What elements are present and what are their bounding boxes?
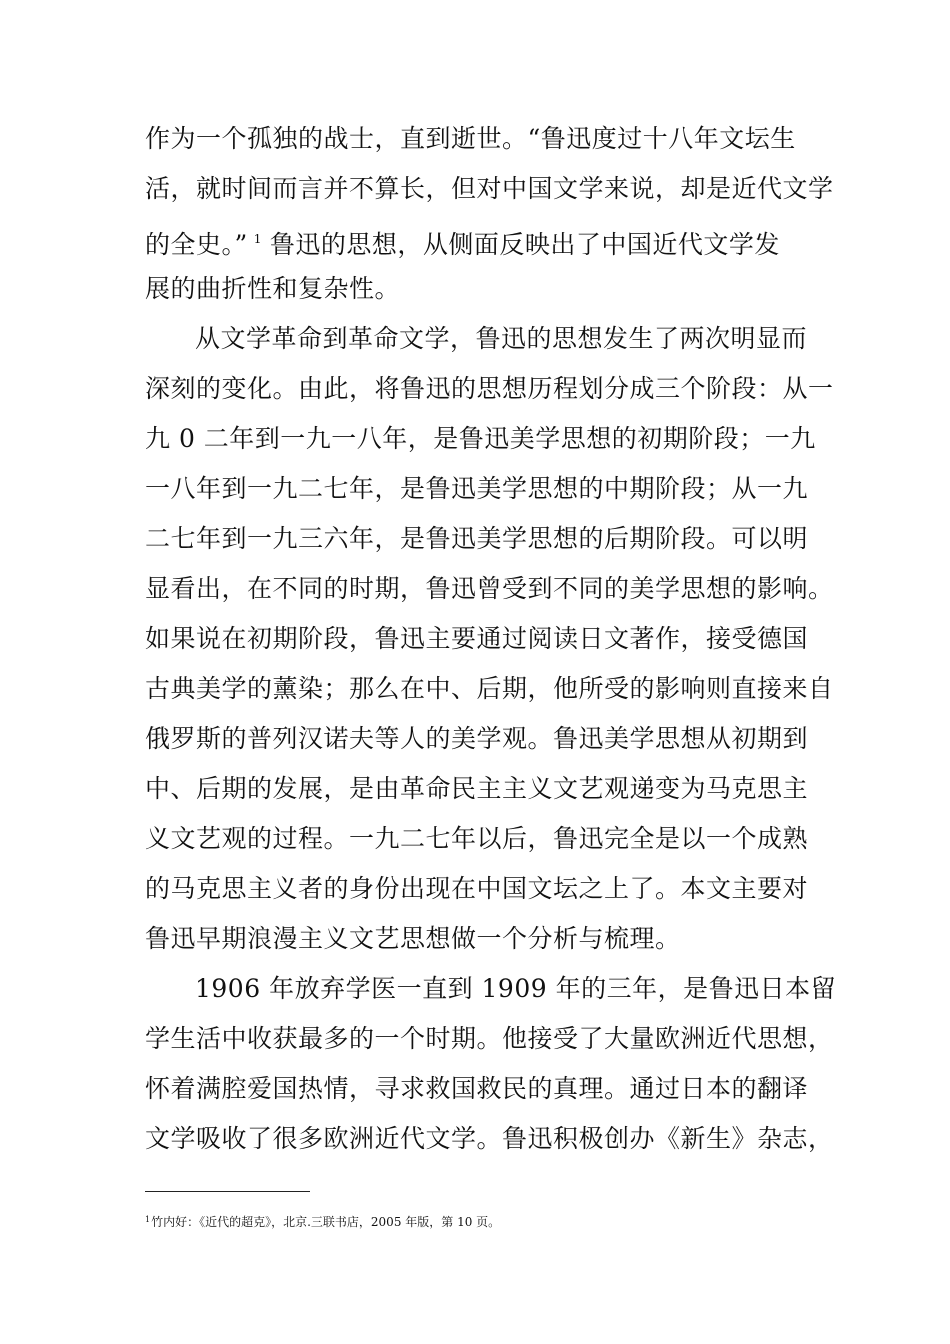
body-text-line: 义文艺观的过程。一九二七年以后，鲁迅完全是以一个成熟 (145, 824, 809, 853)
footnote-text: 竹内好：《近代的超克》，北京.三联书店，2005 年版，第 10 页。 (151, 1215, 501, 1229)
body-text-line: 古典美学的薰染；那么在中、后期，他所受的影响则直接来自 (145, 674, 834, 703)
body-text-line: 鲁迅早期浪漫主义文艺思想做一个分析与梳理。 (145, 924, 681, 953)
body-text-line: 学生活中收获最多的一个时期。他接受了大量欧洲近代思想， (145, 1024, 834, 1053)
body-text-line: 怀着满腔爱国热情，寻求救国救民的真理。通过日本的翻译 (145, 1074, 809, 1103)
body-text-line: 展的曲折性和复杂性。 (145, 274, 401, 303)
body-text-segment: 鲁迅的思想，从侧面反映出了中国近代文学发 (269, 230, 780, 259)
body-text-line: 显看出，在不同的时期，鲁迅曾受到不同的美学思想的影响。 (145, 574, 834, 603)
body-text-line (145, 224, 780, 260)
body-text-line: 中、后期的发展，是由革命民主主义文艺观递变为马克思主 (145, 774, 809, 803)
body-text-line: 的马克思主义者的身份出现在中国文坛之上了。本文主要对 (145, 874, 809, 903)
footnote-separator (145, 1191, 310, 1192)
body-text-line: 二七年到一九三六年，是鲁迅美学思想的后期阶段。可以明 (145, 524, 809, 553)
body-text-line: 作为一个孤独的战士，直到逝世。“鲁迅度过十八年文坛生 (145, 124, 796, 153)
footnote-reference-mark[interactable]: 1 (253, 232, 262, 246)
body-text-line: 活，就时间而言并不算长，但对中国文学来说，却是近代文学 (145, 174, 834, 203)
body-text-line: 文学吸收了很多欧洲近代文学。鲁迅积极创办《新生》杂志， (145, 1124, 834, 1153)
body-text-line: 深刻的变化。由此，将鲁迅的思想历程划分成三个阶段：从一 (145, 374, 834, 403)
footnote-mark: 1 (145, 1215, 151, 1224)
paragraph-first-line: 1906 年放弃学医一直到 1909 年的三年，是鲁迅日本留 (195, 974, 837, 1003)
footnote (145, 1212, 500, 1230)
body-text-line: 如果说在初期阶段，鲁迅主要通过阅读日文著作，接受德国 (145, 624, 809, 653)
body-text-segment: 的全史。” (145, 230, 248, 259)
body-text-line: 俄罗斯的普列汉诺夫等人的美学观。鲁迅美学思想从初期到 (145, 724, 809, 753)
body-text-line: 一八年到一九二七年，是鲁迅美学思想的中期阶段；从一九 (145, 474, 809, 503)
paragraph-first-line: 从文学革命到革命文学，鲁迅的思想发生了两次明显而 (195, 324, 808, 353)
body-text-line: 九 0 二年到一九一八年，是鲁迅美学思想的初期阶段；一九 (145, 424, 816, 453)
